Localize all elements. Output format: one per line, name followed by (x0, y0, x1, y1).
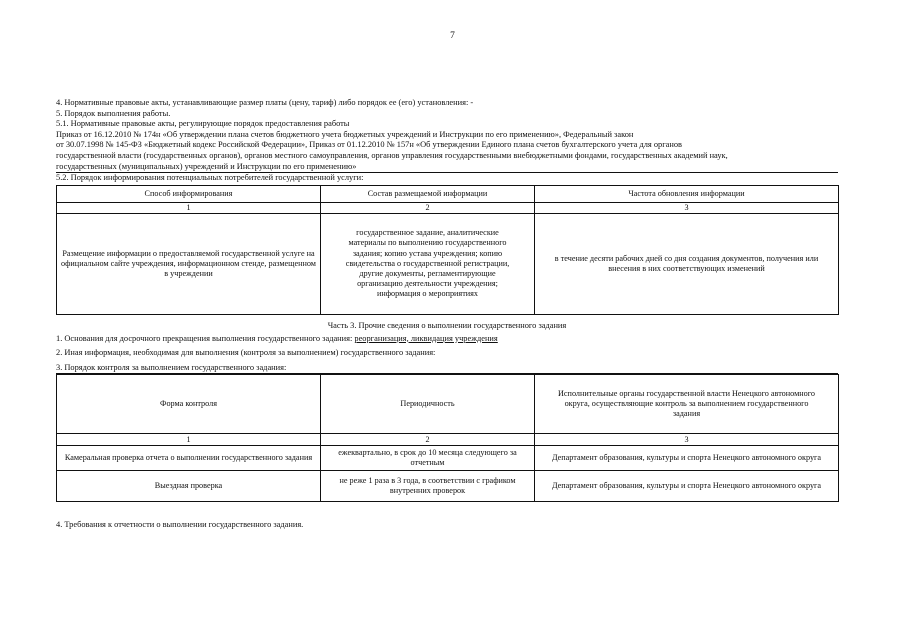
control-table-col-number: 2 (321, 434, 535, 446)
info-table (56, 185, 839, 315)
section52-title: 5.2. Порядок информирования потенциальных потребителей государственной услуги: (56, 173, 364, 183)
control-table-col-number: 1 (57, 434, 321, 446)
info-table-number-row (57, 202, 839, 213)
section51-line: Приказ от 16.12.2010 № 174н «Об утверждении плана счетов бюджетного учета бюджетных учреждений и Инструкции по его применению», Федеральный закон (56, 129, 634, 139)
info-table-header-method: Способ информирования (57, 185, 321, 202)
control-table-header-period: Периодичность (321, 375, 535, 434)
info-table-header-frequency: Частота обновления информации (535, 185, 839, 202)
section5-title: 5. Порядок выполнения работы. (56, 108, 171, 118)
control-table-row (57, 446, 839, 471)
info-table-col-number: 2 (321, 202, 535, 213)
info-table-col-number: 3 (535, 202, 839, 213)
control-table-number-row (57, 434, 839, 446)
section51-line: от 30.07.1998 № 145-ФЗ «Бюджетный кодекс Российской Федерации», Приказ от 01.12.2010 № 157н «Об утверждении Единого плана счетов бухгалтерского учета для органов (56, 140, 683, 150)
document-body (56, 98, 838, 531)
control-table-form-cell: Камеральная проверка отчета о выполнении государственного задания (57, 446, 321, 471)
section51-line: государственной власти (государственных органов), органов местного самоуправления, органов управления государственными внебюджетными фондами, государственных академий наук, (56, 150, 728, 160)
info-table-header-content: Состав размещаемой информации (321, 185, 535, 202)
section51-line: государственных (муниципальных) учреждений и Инструкции по его применению» (56, 162, 838, 174)
part3-item1 (56, 334, 838, 345)
control-table-header-row (57, 375, 839, 434)
control-table-period-cell: не реже 1 раза в 3 года, в соответствии с графиком внутренних проверок (321, 471, 535, 502)
info-table-method-cell: Размещение информации о предоставляемой государственной услуге на официальном сайте учреждения, информационном стенде, размещенном в учреждении (57, 213, 321, 314)
part3-item4: 4. Требования к отчетности о выполнении государственного задания. (56, 520, 304, 530)
part3-item1-label: 1. Основания для досрочного прекращения выполнения государственного задания: (56, 333, 355, 343)
control-table-form-cell: Выездная проверка (57, 471, 321, 502)
control-table-header-form: Форма контроля (57, 375, 321, 434)
control-table-authority-cell: Департамент образования, культуры и спорта Ненецкого автономного округа (535, 446, 839, 471)
section4-normative-acts: 4. Нормативные правовые акты, устанавливающие размер платы (цену, тариф) либо порядок ее (его) установления: - (56, 98, 474, 107)
control-table-row (57, 471, 839, 502)
info-table-header-row (57, 185, 839, 202)
control-table-authority-cell: Департамент образования, культуры и спорта Ненецкого автономного округа (535, 471, 839, 502)
info-table-row (57, 213, 839, 314)
info-table-content-cell: государственное задание, аналитические материалы по выполнению государственного задания; копию устава учреждения; копию свидетельства о государственной регистрации, другие документы, регламентирующие организацию деятельности учреждения; информация о мероприятиях (321, 213, 535, 314)
part3-title: Часть 3. Прочие сведения о выполнении государственного задания (327, 320, 567, 330)
control-table-header-authority: Исполнительные органы государственной власти Ненецкого автономного округа, осуществляющие контроль за выполнением государственного задания (535, 375, 839, 434)
part3-item3: 3. Порядок контроля за выполнением государственного задания: (56, 363, 838, 375)
page-number: 7 (450, 31, 455, 41)
section51-title: 5.1. Нормативные правовые акты, регулирующие порядок предоставления работы (56, 119, 350, 129)
part3-item2: 2. Иная информация, необходимая для выполнения (контроля за выполнением) государственного задания: (56, 348, 436, 358)
info-table-frequency-cell: в течение десяти рабочих дней со дня создания документов, получения или внесения в них соответствующих изменений (535, 213, 839, 314)
control-table-period-cell: ежеквартально, в срок до 10 месяца следующего за отчетным (321, 446, 535, 471)
info-table-col-number: 1 (57, 202, 321, 213)
part3-item1-value: реорганизация, ликвидация учреждения (354, 333, 498, 343)
control-table (56, 374, 839, 502)
control-table-col-number: 3 (535, 434, 839, 446)
